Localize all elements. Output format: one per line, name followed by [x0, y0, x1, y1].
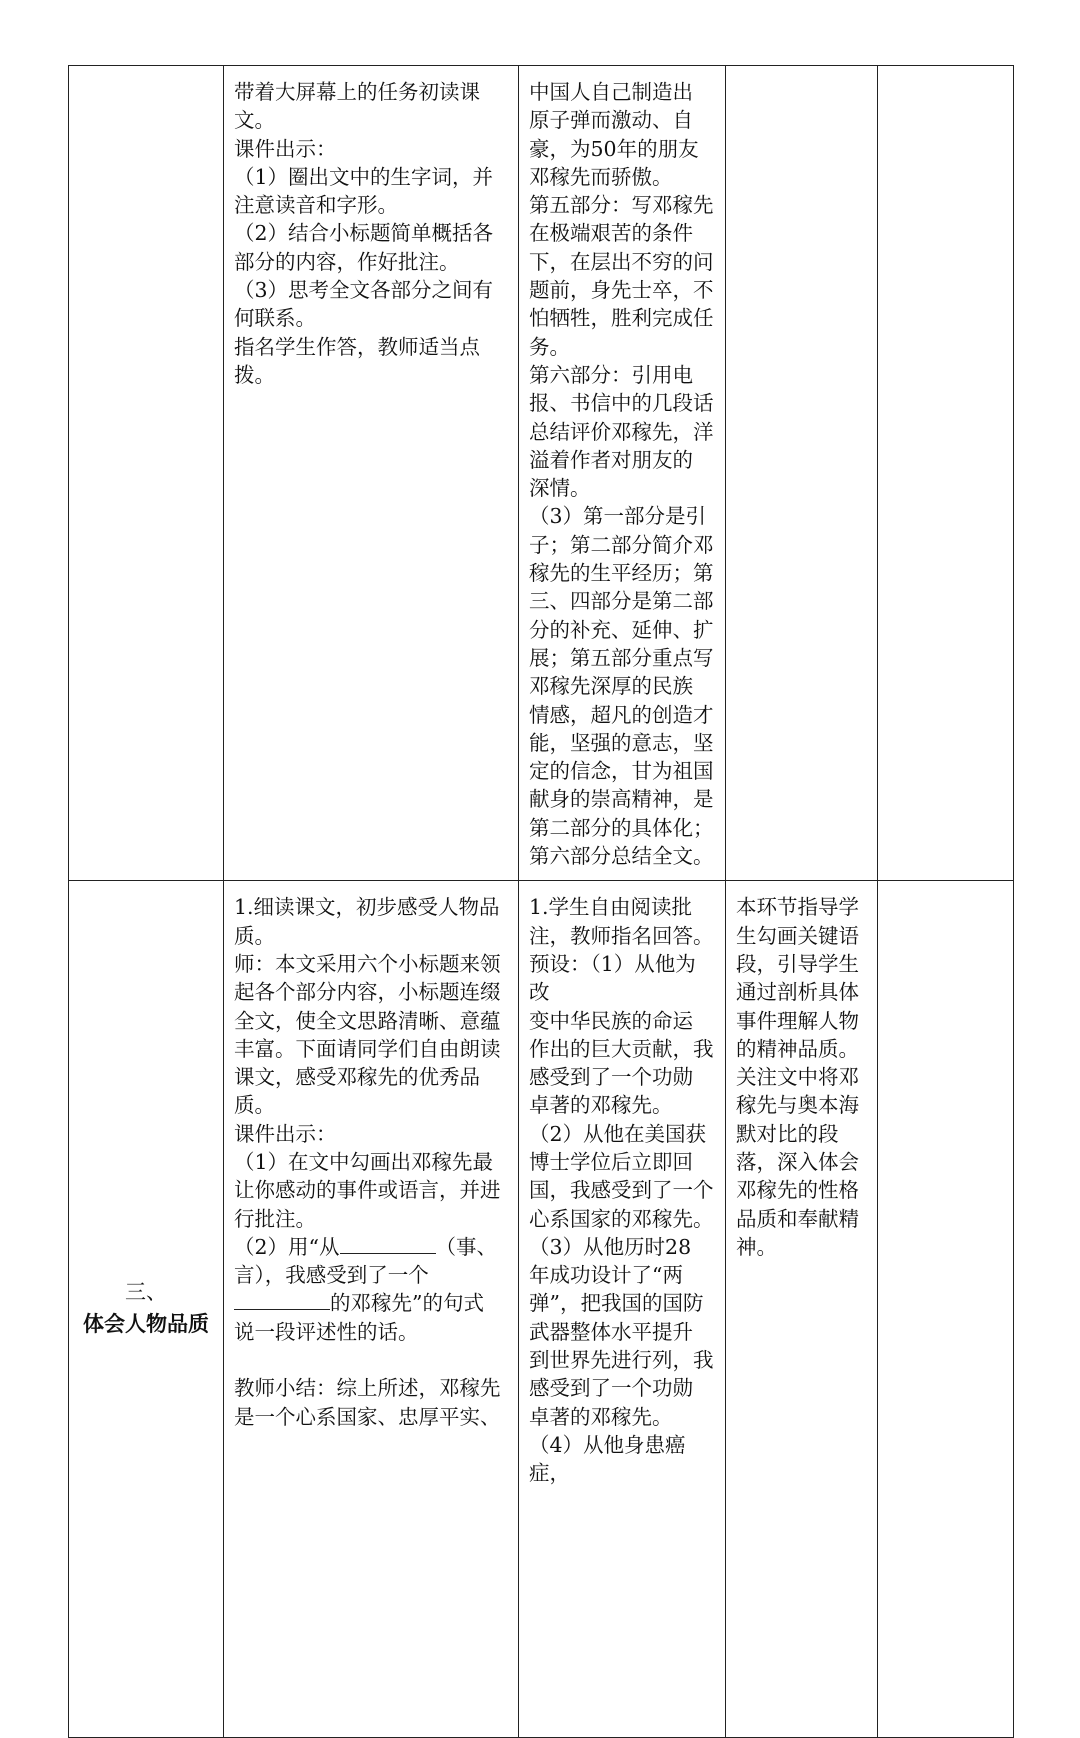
text-line: 定的信念，甘为祖国 [529, 759, 714, 784]
notes-cell [878, 881, 1014, 1738]
fill-blank [234, 1289, 330, 1310]
text-line: 课件出示： [234, 1121, 337, 1146]
text-line: 带着大屏幕上的任务初读课 [234, 80, 480, 104]
text-line: 稼先与奥本海 [736, 1093, 859, 1118]
text-line: 注，教师指名回答。 [529, 923, 714, 948]
text-line: 怕牺牲，胜利完成任 [529, 306, 714, 331]
text-line: 课件出示： [234, 136, 337, 161]
text-line: 落，深入体会 [736, 1149, 859, 1174]
text-line: 三、四部分是第二部 [529, 589, 714, 614]
text-line: 神。 [736, 1234, 777, 1259]
text-line: 起各个部分内容，小标题连缀 [234, 980, 501, 1005]
text-line: 感受到了一个功勋 [529, 1376, 693, 1401]
text-line: 段，引导学生 [736, 951, 859, 976]
text-line: 让你感动的事件或语言，并进 [234, 1178, 501, 1203]
text-line: 卓著的邓稼先。 [529, 1404, 673, 1429]
text-line: 下，在层出不穷的问 [529, 249, 714, 274]
text-line: 第六部分：引用电 [529, 362, 693, 387]
text-line: 默对比的段 [736, 1121, 839, 1146]
text-line: 第六部分总结全文。 [529, 844, 714, 869]
text-line: （1）圈出文中的生字词，并 [234, 164, 494, 189]
text-line: 通过剖析具体 [736, 980, 859, 1005]
text-line: 题前，身先士卒，不 [529, 278, 714, 303]
text-line: 丰富。下面请同学们自由朗读 [234, 1036, 501, 1061]
design-intent-cell [726, 881, 878, 1738]
text-line: 变中华民族的命运 [529, 1008, 693, 1033]
fill-in-sentence-line [234, 1289, 509, 1317]
text-line: （2）从他在美国获 [529, 1121, 707, 1146]
table-row [69, 66, 1014, 881]
text-line: 在极端艰苦的条件 [529, 221, 693, 246]
text-line: 到世界先进行列，我 [529, 1348, 714, 1373]
stage-cell [69, 881, 224, 1738]
text-line: 务。 [529, 334, 570, 359]
design-intent-text [736, 893, 868, 1261]
text-line: 豪，为50年的朋友 [529, 136, 699, 161]
fill-in-sentence-line: 说一段评述性的话。 [234, 1319, 419, 1344]
text-line: 1.细读课文，初步感受人物品 [234, 895, 500, 920]
text-line: （3）思考全文各部分之间有 [234, 278, 494, 303]
design-intent-cell [726, 66, 878, 881]
text-line: 展；第五部分重点写 [529, 645, 714, 670]
text-line: 教师小结：综上所述，邓稼先 [234, 1376, 501, 1401]
text-line: 情感，超凡的创造才 [529, 702, 714, 727]
text-line: 师：本文采用六个小标题来领 [234, 951, 501, 976]
text-line: 总结评价邓稼先，洋 [529, 419, 714, 444]
student-activity-cell [519, 881, 726, 1738]
text-line: 作出的巨大贡献，我 [529, 1036, 714, 1061]
text-line: 第五部分：写邓稼先 [529, 193, 714, 218]
text-line: 部分的内容，作好批注。 [234, 249, 460, 274]
text-line: 博士学位后立即回 [529, 1149, 693, 1174]
text-line: 指名学生作答，教师适当点 [234, 334, 480, 359]
teacher-activity-cell [224, 881, 519, 1738]
text-line: 是一个心系国家、忠厚平实、 [234, 1404, 501, 1429]
text-line: 拨。 [234, 362, 275, 387]
lesson-plan-table [68, 65, 1014, 1738]
text-line: 邓稼先的性格 [736, 1178, 859, 1203]
text-line: 品质和奉献精 [736, 1206, 859, 1231]
text-line: 全文，使全文思路清晰、意蕴 [234, 1008, 501, 1033]
text-line: 感受到了一个功勋 [529, 1065, 693, 1090]
text-line: 的精神品质。 [736, 1036, 859, 1061]
table-row [69, 881, 1014, 1738]
fill-in-sentence-line [234, 1233, 509, 1261]
text-line: 溢着作者对朋友的 [529, 447, 693, 472]
stage-title: 体会人物品质 [83, 1311, 209, 1337]
text-line: 原子弹而激动、自 [529, 108, 693, 133]
student-activity-text [529, 893, 716, 1487]
text-line: 邓稼先而骄傲。 [529, 164, 673, 189]
text-line: 课文，感受邓稼先的优秀品 [234, 1065, 480, 1090]
text-line: 献身的崇高精神，是 [529, 787, 714, 812]
stage-number: 三、 [125, 1280, 167, 1305]
text-line: 行批注。 [234, 1206, 316, 1231]
teacher-activity-text [234, 78, 509, 389]
teacher-summary-text [234, 1374, 509, 1431]
student-activity-text [529, 78, 716, 870]
text-line: 稼先的生平经历；第 [529, 561, 714, 586]
text-line: 生勾画关键语 [736, 923, 859, 948]
student-activity-cell [519, 66, 726, 881]
text-line: 预设：（1）从他为改 [529, 951, 696, 1005]
text-line: 分的补充、延伸、扩 [529, 617, 714, 642]
text-line: 关注文中将邓 [736, 1065, 859, 1090]
text-line: 中国人自己制造出 [529, 80, 693, 104]
text-line: 子；第二部分简介邓 [529, 532, 714, 557]
text-line: （2）结合小标题简单概括各 [234, 221, 494, 246]
text-line: 邓稼先深厚的民族 [529, 674, 693, 699]
text-line: （3）从他历时28 [529, 1234, 692, 1259]
text-line: 武器整体水平提升 [529, 1319, 693, 1344]
text-line: 卓著的邓稼先。 [529, 1093, 673, 1118]
text-line: 第二部分的具体化； [529, 815, 714, 840]
teacher-activity-text [234, 893, 509, 1233]
stage-cell [69, 66, 224, 881]
teacher-activity-cell [224, 66, 519, 881]
text-line: 事件理解人物 [736, 1008, 859, 1033]
text-line: 质。 [234, 923, 275, 948]
text-line: 本环节指导学 [736, 895, 859, 920]
text-line: （3）第一部分是引 [529, 504, 707, 529]
text-line: 质。 [234, 1093, 275, 1118]
text-line: （4）从他身患癌症， [529, 1432, 686, 1486]
paragraph-spacer [234, 1346, 509, 1374]
text-line: （1）在文中勾画出邓稼先最 [234, 1149, 494, 1174]
text-line: 能，坚强的意志，坚 [529, 730, 714, 755]
text-line: 年成功设计了“两 [529, 1263, 683, 1288]
text-line: 文。 [234, 108, 275, 133]
text-line: 注意读音和字形。 [234, 193, 398, 218]
fill-middle: （事、 [435, 1234, 498, 1259]
text-line: 弹”，把我国的国防 [529, 1291, 704, 1316]
text-line: 深情。 [529, 476, 591, 501]
fill-blank [340, 1233, 436, 1254]
text-line: 1.学生自由阅读批 [529, 895, 693, 920]
text-line: 国，我感受到了一个 [529, 1178, 714, 1203]
notes-cell [878, 66, 1014, 881]
text-line: 心系国家的邓稼先。 [529, 1206, 714, 1231]
fill-prefix: （2）用“从 [234, 1234, 340, 1259]
text-line: 何联系。 [234, 306, 316, 331]
fill-suffix: 的邓稼先”的句式 [330, 1291, 484, 1316]
text-line: 报、书信中的几段话 [529, 391, 714, 416]
fill-in-sentence-line: 言），我感受到了一个 [234, 1263, 429, 1288]
